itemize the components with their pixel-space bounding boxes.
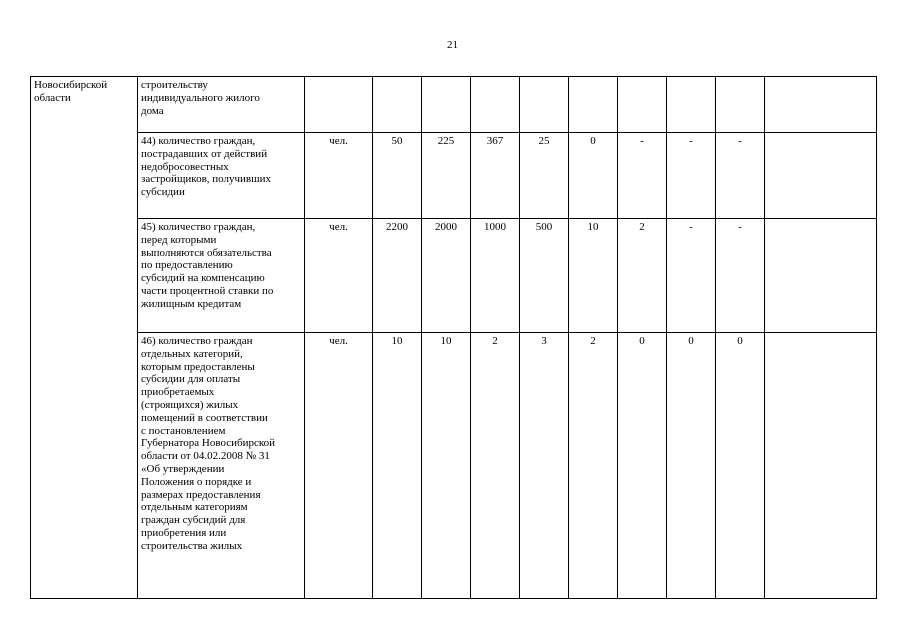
value-cell: 1000	[471, 219, 520, 333]
value-cell	[471, 77, 520, 133]
notes-cell	[765, 133, 877, 219]
indicator-description: 44) количество граждан, пострадавших от действий недобросовестных застройщиков, получивших субсидии	[138, 133, 305, 219]
value-cell: 2	[618, 219, 667, 333]
indicators-table	[30, 76, 877, 599]
unit-cell: чел.	[305, 219, 373, 333]
value-cell: -	[667, 133, 716, 219]
value-cell: -	[667, 219, 716, 333]
value-cell: 500	[520, 219, 569, 333]
value-cell: 2200	[373, 219, 422, 333]
value-cell: 25	[520, 133, 569, 219]
value-cell: 367	[471, 133, 520, 219]
table-row	[31, 219, 877, 333]
indicator-description: строительству индивидуального жилого дома	[138, 77, 305, 133]
value-cell	[520, 77, 569, 133]
value-cell: 10	[373, 333, 422, 599]
value-cell: 0	[716, 333, 765, 599]
value-cell	[667, 77, 716, 133]
value-cell: -	[618, 133, 667, 219]
value-cell: 10	[422, 333, 471, 599]
value-cell: 2	[471, 333, 520, 599]
table-row	[31, 133, 877, 219]
value-cell: 50	[373, 133, 422, 219]
indicator-description: 46) количество граждан отдельных категорий, которым предоставлены субсидии для оплаты приобретаемых (строящихся) жилых помещений в соответствии с постановлением Губернатора Новосибирской области от 04.02.2008 № 31 «Об утверждении Положения о порядке и размерах предоставления отдельным категориям граждан субсидий для приобретения или строительства жилых	[138, 333, 305, 599]
notes-cell	[765, 333, 877, 599]
value-cell: 2000	[422, 219, 471, 333]
notes-cell	[765, 77, 877, 133]
value-cell: 0	[569, 133, 618, 219]
value-cell	[716, 77, 765, 133]
table-row	[31, 333, 877, 599]
unit-cell: чел.	[305, 333, 373, 599]
value-cell: 0	[667, 333, 716, 599]
unit-cell: чел.	[305, 133, 373, 219]
notes-cell	[765, 219, 877, 333]
table-row	[31, 77, 877, 133]
value-cell: -	[716, 219, 765, 333]
value-cell: 225	[422, 133, 471, 219]
value-cell	[373, 77, 422, 133]
value-cell: 2	[569, 333, 618, 599]
value-cell: 0	[618, 333, 667, 599]
indicator-description: 45) количество граждан, перед которыми выполняются обязательства по предоставлению субсидий на компенсацию части процентной ставки по жилищным кредитам	[138, 219, 305, 333]
region-name: Новосибирской области	[34, 79, 108, 104]
value-cell: 10	[569, 219, 618, 333]
page-number: 21	[447, 39, 458, 51]
value-cell: 3	[520, 333, 569, 599]
unit-cell	[305, 77, 373, 133]
region-cell	[31, 77, 138, 599]
value-cell	[422, 77, 471, 133]
value-cell: -	[716, 133, 765, 219]
value-cell	[569, 77, 618, 133]
value-cell	[618, 77, 667, 133]
